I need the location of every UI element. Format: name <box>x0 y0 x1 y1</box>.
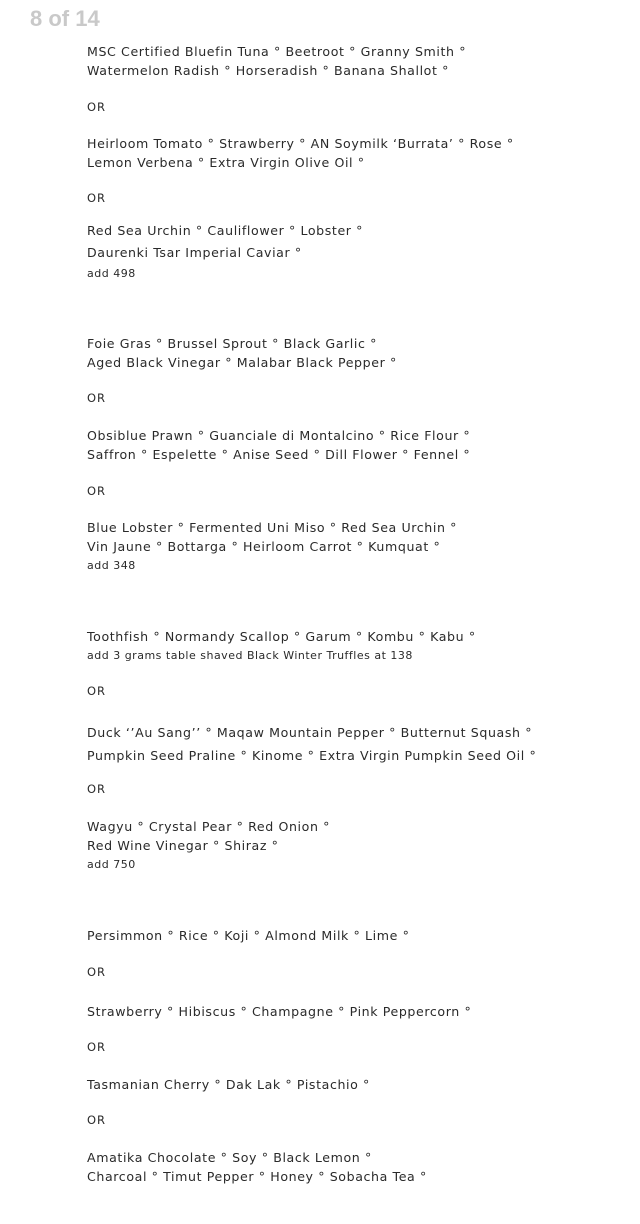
dish-item <box>87 926 409 945</box>
dish-line: Obsiblue Prawn ° Guanciale di Montalcino ° Rice Flour ° <box>87 428 471 443</box>
dish-line: Vin Jaune ° Bottarga ° Heirloom Carrot ° Kumquat ° <box>87 539 441 554</box>
dish-line: Amatika Chocolate ° Soy ° Black Lemon ° <box>87 1150 372 1165</box>
dish-line: Duck ‘’Au Sang’’ ° Maqaw Mountain Pepper ° Butternut Squash ° <box>87 725 533 740</box>
dish-item <box>87 1148 427 1186</box>
dish-item <box>87 627 476 664</box>
dish-item <box>87 426 470 464</box>
dish-item <box>87 817 330 873</box>
dish-line: Watermelon Radish ° Horseradish ° Banana Shallot ° <box>87 63 450 78</box>
or-separator: OR <box>87 1040 107 1054</box>
dish-item <box>87 1075 370 1094</box>
dish-item <box>87 518 457 574</box>
dish-item <box>87 721 536 767</box>
dish-item <box>87 134 514 172</box>
dish-note: add 348 <box>87 559 136 572</box>
dish-line: Aged Black Vinegar ° Malabar Black Pepper ° <box>87 355 397 370</box>
or-separator: OR <box>87 484 107 498</box>
or-separator: OR <box>87 1113 107 1127</box>
dish-line: Strawberry ° Hibiscus ° Champagne ° Pink Peppercorn ° <box>87 1004 472 1019</box>
dish-line: Heirloom Tomato ° Strawberry ° AN Soymilk ‘Burrata’ ° Rose ° <box>87 136 514 151</box>
dish-line: Daurenki Tsar Imperial Caviar ° <box>87 245 302 260</box>
dish-line: Persimmon ° Rice ° Koji ° Almond Milk ° Lime ° <box>87 928 410 943</box>
dish-note: add 3 grams table shaved Black Winter Truffles at 138 <box>87 649 413 662</box>
dish-line: Toothfish ° Normandy Scallop ° Garum ° Kombu ° Kabu ° <box>87 629 476 644</box>
or-separator: OR <box>87 684 107 698</box>
dish-line: Pumpkin Seed Praline ° Kinome ° Extra Virgin Pumpkin Seed Oil ° <box>87 748 537 763</box>
dish-line: Foie Gras ° Brussel Sprout ° Black Garlic ° <box>87 336 378 351</box>
or-separator: OR <box>87 965 107 979</box>
or-separator: OR <box>87 100 107 114</box>
dish-item <box>87 334 397 372</box>
dish-item <box>87 1002 471 1021</box>
dish-line: MSC Certified Bluefin Tuna ° Beetroot ° Granny Smith ° <box>87 44 467 59</box>
dish-note: add 750 <box>87 858 136 871</box>
dish-line: Red Sea Urchin ° Cauliflower ° Lobster ° <box>87 223 364 238</box>
or-separator: OR <box>87 782 107 796</box>
dish-line: Tasmanian Cherry ° Dak Lak ° Pistachio ° <box>87 1077 370 1092</box>
page-counter: 8 of 14 <box>30 6 100 31</box>
or-separator: OR <box>87 191 107 205</box>
dish-line: Wagyu ° Crystal Pear ° Red Onion ° <box>87 819 331 834</box>
dish-note: add 498 <box>87 267 136 280</box>
dish-item <box>87 42 466 80</box>
or-separator: OR <box>87 391 107 405</box>
dish-line: Red Wine Vinegar ° Shiraz ° <box>87 838 279 853</box>
dish-item <box>87 220 363 282</box>
dish-line: Lemon Verbena ° Extra Virgin Olive Oil ° <box>87 155 365 170</box>
dish-line: Blue Lobster ° Fermented Uni Miso ° Red Sea Urchin ° <box>87 520 458 535</box>
dish-line: Saffron ° Espelette ° Anise Seed ° Dill Flower ° Fennel ° <box>87 447 471 462</box>
dish-line: Charcoal ° Timut Pepper ° Honey ° Sobacha Tea ° <box>87 1169 427 1184</box>
